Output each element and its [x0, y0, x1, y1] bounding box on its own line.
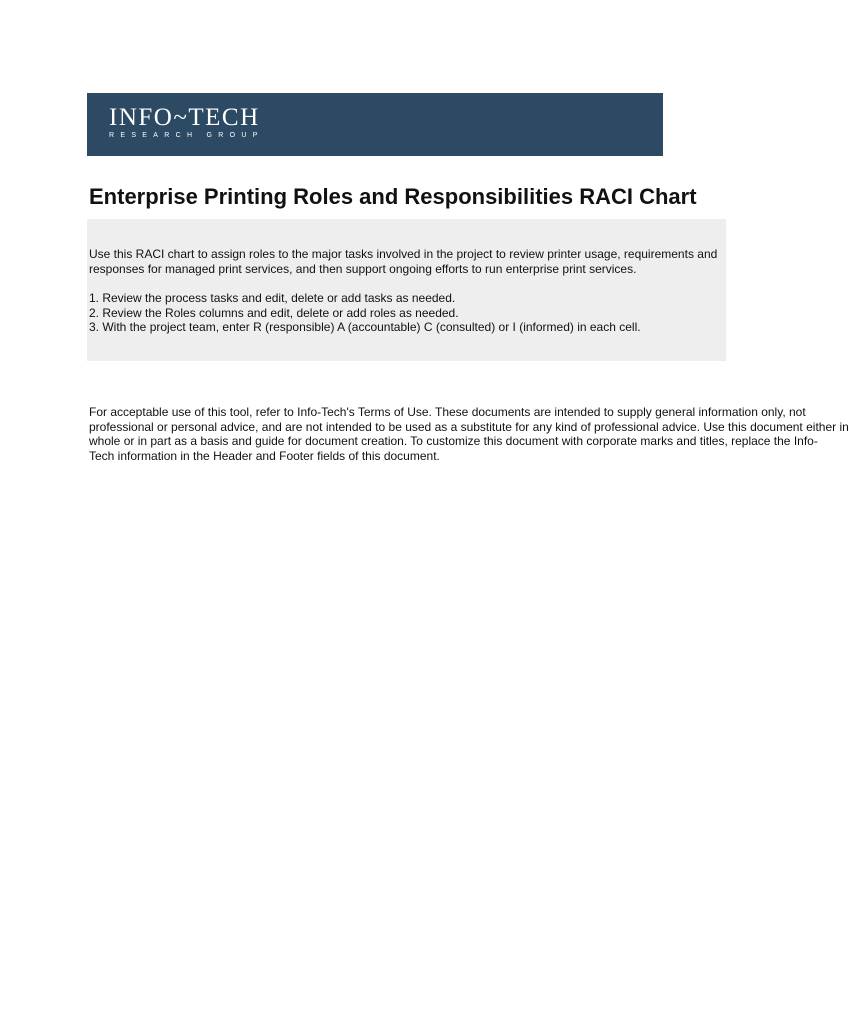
instructions-box [87, 219, 726, 361]
logo-wordmark: INFO~TECH [109, 104, 260, 131]
instructions-steps [89, 291, 664, 335]
header-banner [87, 93, 663, 156]
intro-line: Use this RACI chart to assign roles to the major tasks involved in the project to review printer usage, requirements and [89, 247, 718, 261]
step-item: 2. Review the Roles columns and edit, delete or add roles as needed. [89, 305, 459, 320]
instructions-intro [89, 247, 718, 276]
logo-tagline: RESEARCH GROUP [109, 132, 264, 139]
terms-line: Tech information in the Header and Footer fields of this document. [89, 448, 440, 463]
terms-line: For acceptable use of this tool, refer to Info-Tech's Terms of Use. These documents are intended to supply general information only, not [89, 405, 806, 419]
page-title-container [89, 182, 697, 214]
intro-line: responses for managed print services, and then support ongoing efforts to run enterprise print services. [89, 261, 637, 276]
terms-line: whole or in part as a basis and guide for document creation. To customize this document with corporate marks and titles, replace the Info- [89, 434, 818, 448]
page-title: Enterprise Printing Roles and Responsibilities RACI Chart [89, 184, 697, 209]
step-item: 1. Review the process tasks and edit, delete or add tasks as needed. [89, 291, 456, 305]
terms-of-use-text [89, 405, 849, 463]
terms-line: professional or personal advice, and are not intended to be used as a substitute for any kind of professional advice. Use this document either in [89, 419, 849, 434]
step-item: 3. With the project team, enter R (responsible) A (accountable) C (consulted) or I (informed) in each cell. [89, 320, 641, 334]
info-tech-logo [109, 105, 264, 140]
